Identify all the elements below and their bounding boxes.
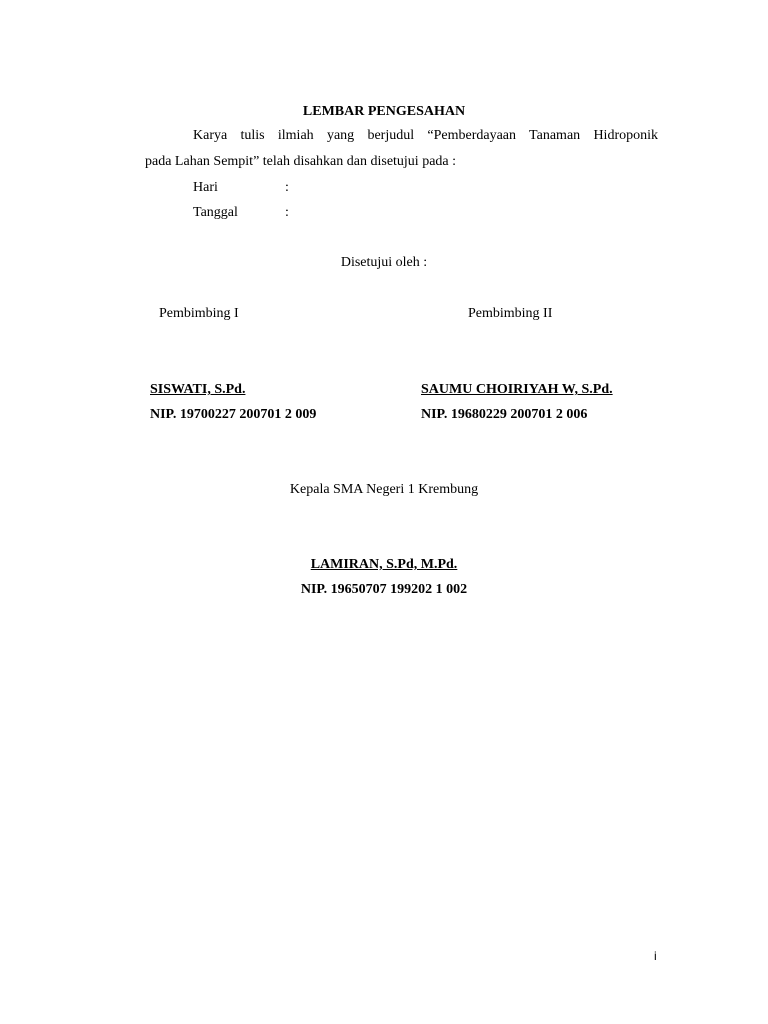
advisor-2-nip: NIP. 19680229 200701 2 006: [421, 407, 588, 422]
page-number: i: [654, 949, 657, 963]
principal-nip: NIP. 19650707 199202 1 002: [300, 582, 468, 597]
advisor-2-name: SAUMU CHOIRIYAH W, S.Pd.: [421, 382, 613, 397]
principal-name: LAMIRAN, S.Pd, M.Pd.: [310, 557, 458, 572]
hari-label: Hari: [193, 180, 218, 195]
intro-text-line-1: Karya tulis ilmiah yang berjudul “Pemberdayaan Tanaman Hidroponik: [193, 128, 658, 143]
tanggal-label: Tanggal: [193, 205, 238, 220]
intro-text-line-2: pada Lahan Sempit” telah disahkan dan disetujui pada :: [145, 154, 457, 169]
principal-title: Kepala SMA Negeri 1 Krembung: [289, 482, 479, 497]
hari-colon: :: [285, 180, 289, 195]
approved-by-label: Disetujui oleh :: [340, 255, 428, 270]
advisor-1-nip: NIP. 19700227 200701 2 009: [150, 407, 317, 422]
document-title: LEMBAR PENGESAHAN: [302, 104, 466, 119]
advisor-1-name: SISWATI, S.Pd.: [150, 382, 246, 397]
advisor-2-title: Pembimbing II: [468, 306, 553, 321]
tanggal-colon: :: [285, 205, 289, 220]
advisor-1-title: Pembimbing I: [159, 306, 239, 321]
